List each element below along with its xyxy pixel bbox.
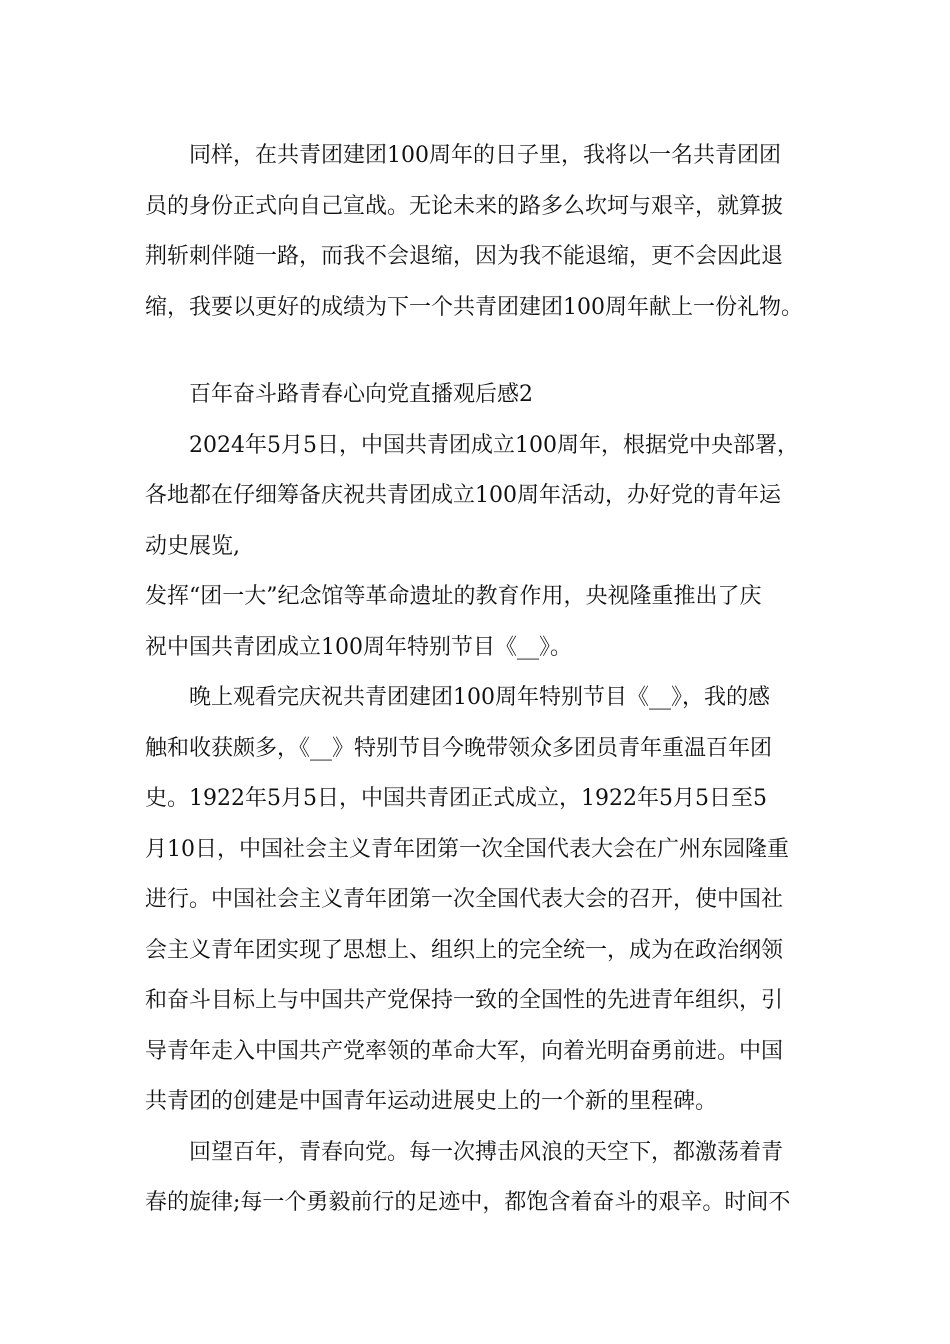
- paragraph-line: 同样，在共青团建团100周年的日子里，我将以一名共青团团: [189, 143, 781, 168]
- paragraph-line: 2024年5月5日，中国共青团成立100周年，根据党中央部署，: [189, 432, 799, 458]
- document-body: [145, 131, 825, 1229]
- paragraph-line: 发挥“团一大”纪念馆等革命遗址的教育作用，央视隆重推出了庆: [145, 584, 762, 609]
- paragraph-anniversary: [145, 421, 825, 674]
- paragraph-line: 和奋斗目标上与中国共产党保持一致的全国性的先进青年组织，引: [145, 988, 784, 1013]
- paragraph-line: 月10日，中国社会主义青年团第一次全国代表大会在广州东园隆重: [145, 836, 789, 862]
- paragraph-line: 史。1922年5月5日，中国共青团正式成立，1922年5月5日至5: [145, 786, 767, 811]
- paragraph-line: 进行。中国社会主义青年团第一次全国代表大会的召开，使中国社: [145, 887, 784, 912]
- paragraph-line: 荆斩刺伴随一路，而我不会退缩，因为我不能退缩，更不会因此退: [145, 244, 784, 269]
- paragraph-reflection: [145, 1128, 825, 1229]
- section-title: 百年奋斗路青春心向党直播观后感2: [189, 382, 533, 407]
- paragraph-commitment: [145, 131, 825, 333]
- paragraph-line: 晚上观看完庆祝共青团建团100周年特别节目《__》，我的感: [189, 685, 770, 710]
- paragraph-line: 触和收获颇多，《__》特别节目今晚带领众多团员青年重温百年团: [145, 735, 773, 761]
- paragraph-line: 缩，我要以更好的成绩为下一个共青团建团100周年献上一份礼物。: [145, 294, 803, 320]
- paragraph-spacer: [145, 333, 825, 370]
- paragraph-line: 祝中国共青团成立100周年特别节目《__》。: [145, 634, 572, 660]
- paragraph-line: 回望百年，青春向党。每一次搏击风浪的天空下，都激荡着青: [189, 1139, 784, 1165]
- paragraph-line: 员的身份正式向自己宣战。无论未来的路多么坎坷与艰辛，就算披: [145, 193, 784, 219]
- paragraph-history: [145, 673, 825, 1128]
- paragraph-line: 会主义青年团实现了思想上、组织上的完全统一，成为在政治纲领: [145, 937, 784, 963]
- paragraph-line: 共青团的创建是中国青年运动进展史上的一个新的里程碑。: [145, 1089, 718, 1114]
- paragraph-line: 各地都在仔细筹备庆祝共青团成立100周年活动，办好党的青年运: [145, 483, 781, 508]
- paragraph-line: 导青年走入中国共产党率领的革命大军，向着光明奋勇前进。中国: [145, 1038, 784, 1064]
- paragraph-line: 春的旋律;每一个勇毅前行的足迹中，都饱含着奋斗的艰辛。时间不: [145, 1190, 791, 1215]
- paragraph-line: 动史展览,: [145, 533, 240, 559]
